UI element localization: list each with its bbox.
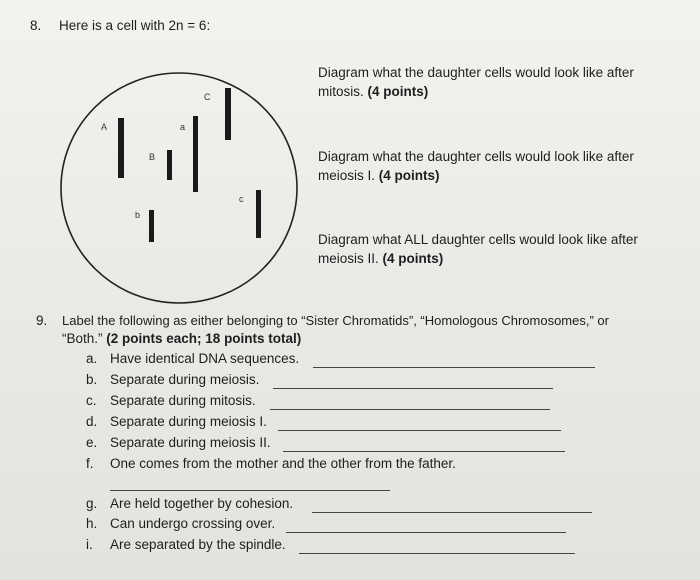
item-c-marker: c. (86, 393, 97, 408)
chromosome-c (256, 190, 261, 238)
cell-diagram (58, 70, 303, 310)
answer-line-g[interactable] (312, 512, 592, 513)
item-b-marker: b. (86, 372, 98, 387)
answer-line-i[interactable] (299, 553, 575, 554)
item-a-text: Have identical DNA sequences. (110, 351, 300, 366)
q9-number: 9. (36, 313, 48, 328)
instruction-mitosis-line2: mitosis. (4 points) (318, 84, 429, 99)
label-b: b (135, 210, 141, 220)
q8-prompt: Here is a cell with 2n = 6: (59, 18, 211, 33)
chromosome-A (118, 118, 124, 178)
chromosome-a (193, 116, 198, 192)
item-b-text: Separate during meiosis. (110, 372, 260, 387)
item-h-marker: h. (86, 516, 98, 531)
item-e-marker: e. (86, 435, 98, 450)
item-a-marker: a. (86, 351, 98, 366)
answer-line-e[interactable] (283, 451, 565, 452)
item-f-text: One comes from the mother and the other from the father. (110, 456, 456, 471)
answer-line-h[interactable] (286, 532, 566, 533)
item-d-text: Separate during meiosis I. (110, 414, 267, 429)
item-d-marker: d. (86, 414, 98, 429)
label-a: a (180, 122, 186, 132)
answer-line-d[interactable] (278, 430, 561, 431)
label-A: A (101, 122, 108, 132)
instruction-meiosis2-line2: meiosis II. (4 points) (318, 251, 444, 266)
item-g-marker: g. (86, 496, 98, 511)
item-h-text: Can undergo crossing over. (110, 516, 276, 531)
chromosome-C (225, 88, 231, 140)
chromosome-b (149, 210, 154, 242)
item-i-marker: i. (86, 537, 93, 552)
answer-line-c[interactable] (270, 409, 550, 410)
item-c-text: Separate during mitosis. (110, 393, 256, 408)
item-e-text: Separate during meiosis II. (110, 435, 271, 450)
item-i-text: Are separated by the spindle. (110, 537, 286, 552)
instruction-mitosis-line1: Diagram what the daughter cells would look like after (318, 65, 634, 80)
instruction-meiosis1-line2: meiosis I. (4 points) (318, 168, 440, 183)
cell-membrane (61, 73, 297, 303)
label-B: B (149, 152, 156, 162)
item-g-text: Are held together by cohesion. (110, 496, 294, 511)
q9-prompt-line2: “Both.” (2 points each; 18 points total) (62, 331, 302, 346)
label-C: C (204, 92, 211, 102)
instruction-meiosis1-line1: Diagram what the daughter cells would look like after (318, 149, 634, 164)
label-c: c (239, 194, 244, 204)
answer-line-a[interactable] (313, 367, 595, 368)
answer-line-f[interactable] (110, 490, 390, 491)
instruction-meiosis2-line1: Diagram what ALL daughter cells would look like after (318, 232, 638, 247)
chromosome-B (167, 150, 172, 180)
answer-line-b[interactable] (273, 388, 553, 389)
item-f-marker: f. (86, 456, 94, 471)
q9-prompt-line1: Label the following as either belonging to “Sister Chromatids”, “Homologous Chromosomes,” or (62, 313, 609, 328)
q8-number: 8. (30, 18, 42, 33)
